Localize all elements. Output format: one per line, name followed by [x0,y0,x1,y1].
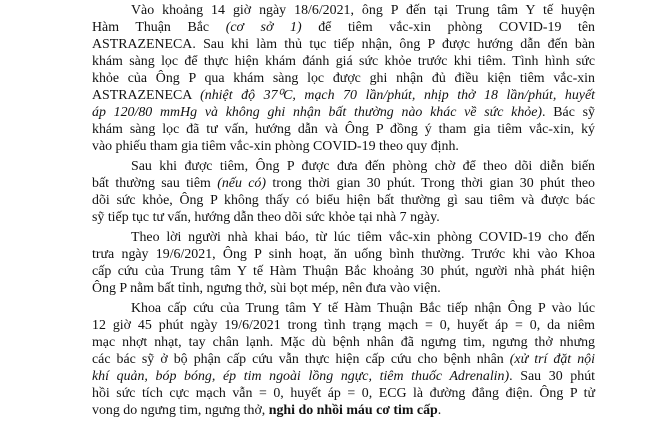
text-segment: vào phiếu tham gia tiêm vắc-xin phòng COVID-19 theo quy định. [92,139,459,154]
text-line [92,138,595,155]
text-segment: . Bác sỹ [542,105,595,120]
text-line [92,121,595,138]
text-segment: khám sàng lọc đã tư vấn, hướng dẫn và Ông P đồng ý tham gia tiêm vắc-xin, ký [92,122,595,137]
text-line [92,70,595,87]
text-line [92,19,595,36]
paragraph [92,300,595,419]
text-line [92,36,595,53]
paragraph [92,229,595,297]
italic-text: (nhiệt độ 37⁰C, mạch 70 lần/phút, nhịp thở 18 lần/phút, huyết [200,88,595,103]
text-segment: Sau khi được tiêm, Ông P được đưa đến phòng chờ để theo dõi diễn biến [131,159,595,174]
text-segment: khám sàng lọc để thực hiện khám đánh giá sức khỏe trước khi tiêm. Tình hình sức [92,54,595,69]
text-line [92,87,595,104]
text-line [92,229,595,246]
italic-text: khí quản, bóp bóng, ép tim ngoài lồng ngực, tiêm thuốc Adrenalin) [92,369,510,384]
paragraph [92,158,595,226]
text-segment: hồi sức tích cực mạch vẫn = 0, huyết áp = 0, ECG là đường đẳng điện. Ông P tử [92,386,595,401]
text-segment: ASTRAZENECA [92,88,201,103]
text-line [92,246,595,263]
text-segment: . [437,403,442,418]
bold-text: nghi do nhồi máu cơ tim cấp [268,403,438,418]
text-line [92,175,595,192]
text-segment: để tiêm vắc-xin phòng COVID-19 tên [301,20,595,35]
text-segment: bất thường sau tiêm [92,176,218,191]
italic-text: (xử trí đặt nội [509,352,595,367]
text-segment: cấp cứu của Trung tâm Y tế Hàm Thuận Bắc khoảng 30 phút, người nhà phát hiện [92,264,595,279]
italic-text: (cơ sở 1) [225,20,302,35]
text-line [92,368,595,385]
italic-text: áp 120/80 mmHg và không ghi nhận bất thường nào khác về sức khỏe) [92,105,543,120]
text-line [92,334,595,351]
text-segment: dõi sức khỏe, Ông P không thấy có biểu hiện bất thường gì sau tiêm và được bác [92,193,595,208]
text-segment: khỏe của Ông P qua khám sàng lọc được ghi nhận đủ điều kiện tiêm vắc-xin [92,71,595,86]
text-segment: 12 giờ 45 phút ngày 19/6/2021 trong tình trạng mạch = 0, huyết áp = 0, da niêm [92,318,595,333]
text-line [92,209,595,226]
text-segment: vong do ngưng tim, ngưng thở, [92,403,269,418]
text-segment: Khoa cấp cứu của Trung tâm Y tế Hàm Thuận Bắc tiếp nhận Ông P vào lúc [131,301,595,316]
text-segment: Ông P nằm bất tỉnh, ngưng thở, sùi bọt mép, nên đưa vào viện. [92,281,441,296]
italic-text: (nếu có) [217,176,267,191]
text-segment: Vào khoảng 14 giờ ngày 18/6/2021, ông P đến tại Trung tâm Y tế huyện [131,3,595,18]
document-body [92,2,595,422]
text-line [92,53,595,70]
text-line [92,263,595,280]
text-line [92,317,595,334]
text-line [92,385,595,402]
text-segment: trong thời gian 30 phút. Trong thời gian 30 phút theo [266,176,596,191]
text-line [92,192,595,209]
paragraph [92,2,595,155]
text-segment: sỹ tiếp tục tư vấn, hướng dẫn theo dõi sức khỏe tại nhà 7 ngày. [92,210,440,225]
text-line [92,351,595,368]
text-segment: Hàm Thuận Bắc [92,20,226,35]
text-line [92,2,595,19]
text-line [92,402,595,419]
text-line [92,280,595,297]
text-line [92,104,595,121]
text-segment: các bác sỹ ở bộ phận cấp cứu vẫn thực hiện cấp cứu cho bệnh nhân [92,352,510,367]
text-segment: mạc nhợt nhạt, tay chân lạnh. Mặc dù bệnh nhân đã ngưng tim, ngưng thở nhưng [92,335,595,350]
text-segment: ASTRAZENECA. Sau khi làm thủ tục tiếp nhận, ông P được hướng dẫn đến bàn [92,37,595,52]
text-line [92,158,595,175]
text-segment: Theo lời người nhà khai báo, từ lúc tiêm vắc-xin phòng COVID-19 cho đến [131,230,595,245]
text-segment: trưa ngày 19/6/2021, Ông P sinh hoạt, ăn uống bình thường. Trước khi vào Khoa [92,247,595,262]
text-segment: . Sau 30 phút [509,369,595,384]
text-line [92,300,595,317]
